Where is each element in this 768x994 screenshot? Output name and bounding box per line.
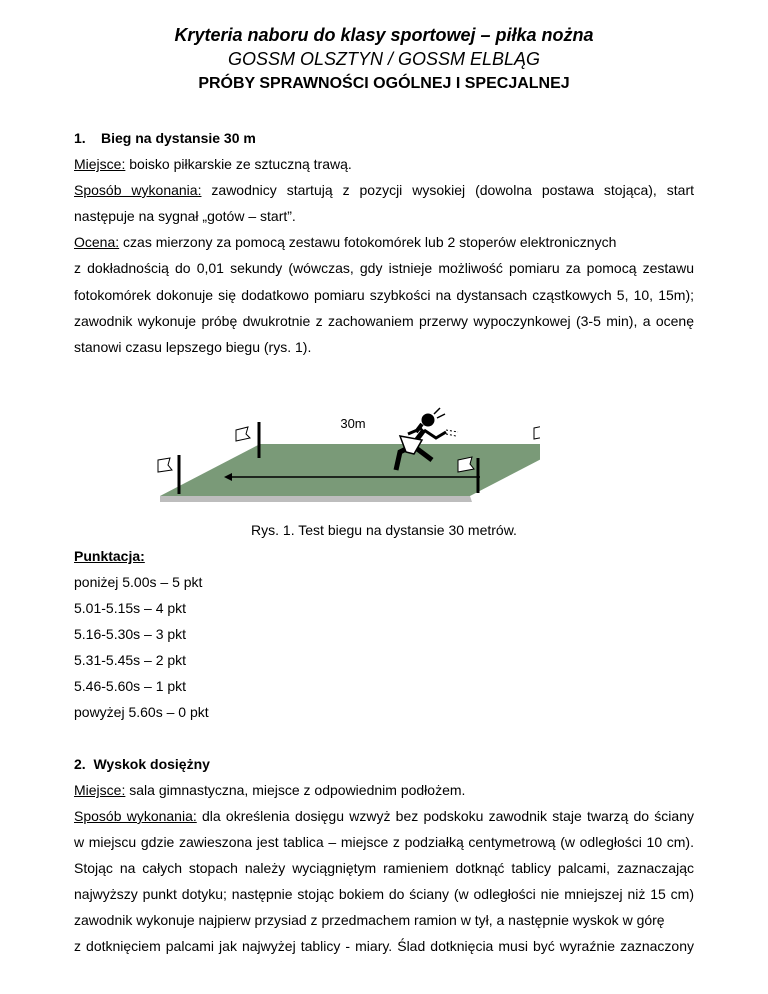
turf-edge	[160, 496, 472, 502]
rating-label: Ocena:	[74, 234, 120, 250]
section-1-place	[74, 155, 694, 173]
section-1-rating-line-5: stanowi czasu lepszego biegu (rys. 1).	[74, 339, 312, 355]
section-1-rating-line-4: zawodnik wykonuje próbę dwukrotnie z zachowaniem przerwy wypoczynkowej (3-5 min), a ocenę	[74, 313, 694, 329]
section-2-method-line-6: z dotknięciem palcami jak najwyżej tablicy - miary. Ślad dotknięcia musi być wyraźnie zaznaczony	[74, 938, 694, 954]
distance-label: 30m	[340, 416, 366, 431]
method-label: Sposób wykonania:	[74, 182, 202, 198]
sprint-test-figure	[140, 400, 540, 515]
section-2-number: 2.	[74, 756, 86, 772]
section-1-title: Bieg na dystansie 30 m	[101, 130, 256, 146]
score-item: 5.46-5.60s – 1 pkt	[74, 678, 187, 694]
turf-field	[160, 444, 540, 496]
section-2-method-line-4: najwyższy punkt dotyku; następnie stojąc bokiem do ściany (w odległości nie mniejszej niż 15 cm)	[74, 886, 694, 902]
figure-caption: Rys. 1. Test biegu na dystansie 30 metrów.	[251, 522, 517, 538]
document-heading: PRÓBY SPRAWNOŚCI OGÓLNEJ I SPECJALNEJ	[198, 75, 570, 92]
section-2-method-line-2: w miejscu gdzie zawieszona jest tablica – miejsce z podziałką centymetrową (w odległości 10 cm).	[74, 834, 694, 850]
method-text: zawodnicy startują z pozycji wysokiej (dowolna postawa stojąca), start	[201, 182, 694, 198]
place-text: boisko piłkarskie ze sztuczną trawą.	[125, 156, 352, 172]
section-2-heading	[74, 755, 210, 773]
rating-text: czas mierzony za pomocą zestawu fotokomórek lub 2 stoperów elektronicznych	[119, 234, 617, 250]
flag-icon	[236, 427, 250, 441]
document-title: Kryteria naboru do klasy sportowej – piłka nożna	[174, 25, 594, 45]
score-title: Punktacja:	[74, 548, 145, 564]
section-1-rating-line-1	[74, 233, 694, 251]
section-1-number: 1.	[74, 130, 86, 146]
section-1-method-line-1	[74, 181, 694, 199]
score-item: 5.01-5.15s – 4 pkt	[74, 600, 187, 616]
score-item: powyżej 5.60s – 0 pkt	[74, 704, 209, 720]
score-item: 5.16-5.30s – 3 pkt	[74, 626, 187, 642]
section-1-rating-line-2: z dokładnością do 0,01 sekundy (wówczas, gdy istnieje możliwość pomiaru za pomocą zestawu	[74, 260, 694, 276]
flag-icon	[158, 458, 172, 472]
sprint-field-illustration	[140, 400, 540, 515]
section-1-heading	[74, 129, 256, 147]
score-item: 5.31-5.45s – 2 pkt	[74, 652, 187, 668]
place-label: Miejsce:	[74, 782, 126, 798]
method-label: Sposób wykonania:	[74, 808, 197, 824]
section-2-method-line-1	[74, 807, 694, 825]
section-2-method-line-5: zawodnik wykonuje najpierw przysiad z przedmachem ramion w tył, a następnie wyskok w górę	[74, 912, 665, 928]
place-text: sala gimnastyczna, miejsce z odpowiednim podłożem.	[125, 782, 466, 798]
section-1-method-line-2: następuje na sygnał „gotów – start”.	[74, 208, 296, 224]
score-item: poniżej 5.00s – 5 pkt	[74, 574, 203, 590]
section-2-place	[74, 781, 694, 799]
section-2-method-line-3: Stojąc na całych stopach należy wyciągniętym ramieniem dotknąć tablicy palcami, zaznaczając	[74, 860, 694, 876]
section-2-title: Wyskok dosiężny	[93, 756, 210, 772]
section-1-rating-line-3: fotokomórek dokonuje się dodatkowo pomiaru szybkości na dystansach cząstkowych 5, 10, 15m);	[74, 287, 694, 303]
document-subtitle: GOSSM OLSZTYN / GOSSM ELBLĄG	[227, 49, 541, 69]
place-label: Miejsce:	[74, 156, 126, 172]
flag-icon	[534, 425, 540, 439]
method-text: dla określenia dosięgu wzwyż bez podskoku zawodnik staje twarzą do ściany	[196, 808, 694, 824]
